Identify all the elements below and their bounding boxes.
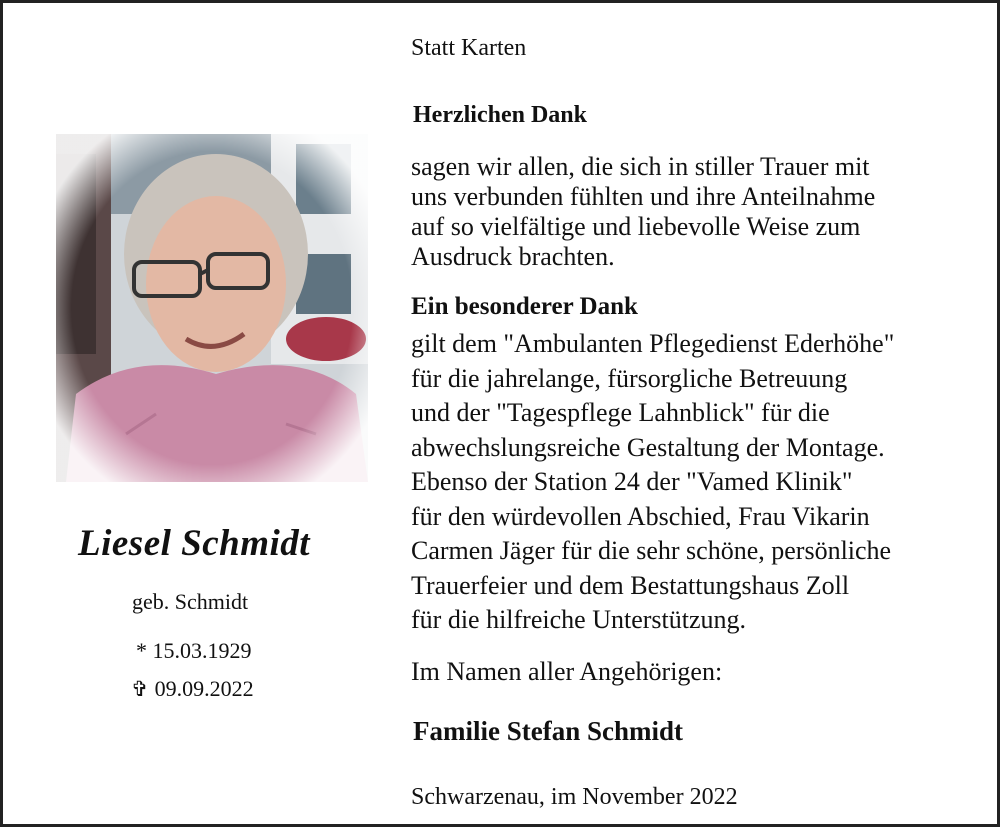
birth-date: * 15.03.1929 xyxy=(136,638,252,663)
special-line: für die hilfreiche Unterstützung. xyxy=(411,605,746,634)
death-date: 09.09.2022 xyxy=(154,676,254,701)
special-body xyxy=(411,327,894,638)
on-behalf: Im Namen aller Angehörigen: xyxy=(411,657,723,686)
thanks-body xyxy=(411,152,875,272)
special-line: gilt dem "Ambulanten Pflegedienst Ederhöhe" xyxy=(411,329,895,358)
cross-icon: ✞ xyxy=(131,677,149,701)
statt-karten: Statt Karten xyxy=(411,35,527,61)
thanks-line: sagen wir allen, die sich in stiller Trauer mit xyxy=(411,152,870,181)
special-heading: Ein besonderer Dank xyxy=(411,293,638,320)
thanks-line: Ausdruck brachten. xyxy=(411,242,615,271)
special-line: und der "Tagespflege Lahnblick" für die xyxy=(411,398,830,427)
thanks-heading: Herzlichen Dank xyxy=(413,102,587,128)
place-date: Schwarzenau, im November 2022 xyxy=(411,784,738,810)
maiden-name: geb. Schmidt xyxy=(132,589,249,614)
thanks-line: uns verbunden fühlten und ihre Anteilnahme xyxy=(411,182,876,211)
deceased-name: Liesel Schmidt xyxy=(78,523,311,564)
special-line: für den würdevollen Abschied, Frau Vikarin xyxy=(411,501,870,531)
special-line: Ebenso der Station 24 der "Vamed Klinik" xyxy=(411,467,853,496)
special-line: Trauerfeier und dem Bestattungshaus Zoll xyxy=(411,570,850,600)
death-date-row xyxy=(131,676,254,702)
special-line: Carmen Jäger für die sehr schöne, persönliche xyxy=(411,536,892,565)
family-name: Familie Stefan Schmidt xyxy=(413,716,683,746)
special-line: abwechslungsreiche Gestaltung der Montage. xyxy=(411,432,885,462)
special-line: für die jahrelange, fürsorgliche Betreuung xyxy=(411,363,848,393)
portrait-photo xyxy=(56,134,368,482)
thanks-line: auf so vielfältige und liebevolle Weise zum xyxy=(411,212,861,241)
